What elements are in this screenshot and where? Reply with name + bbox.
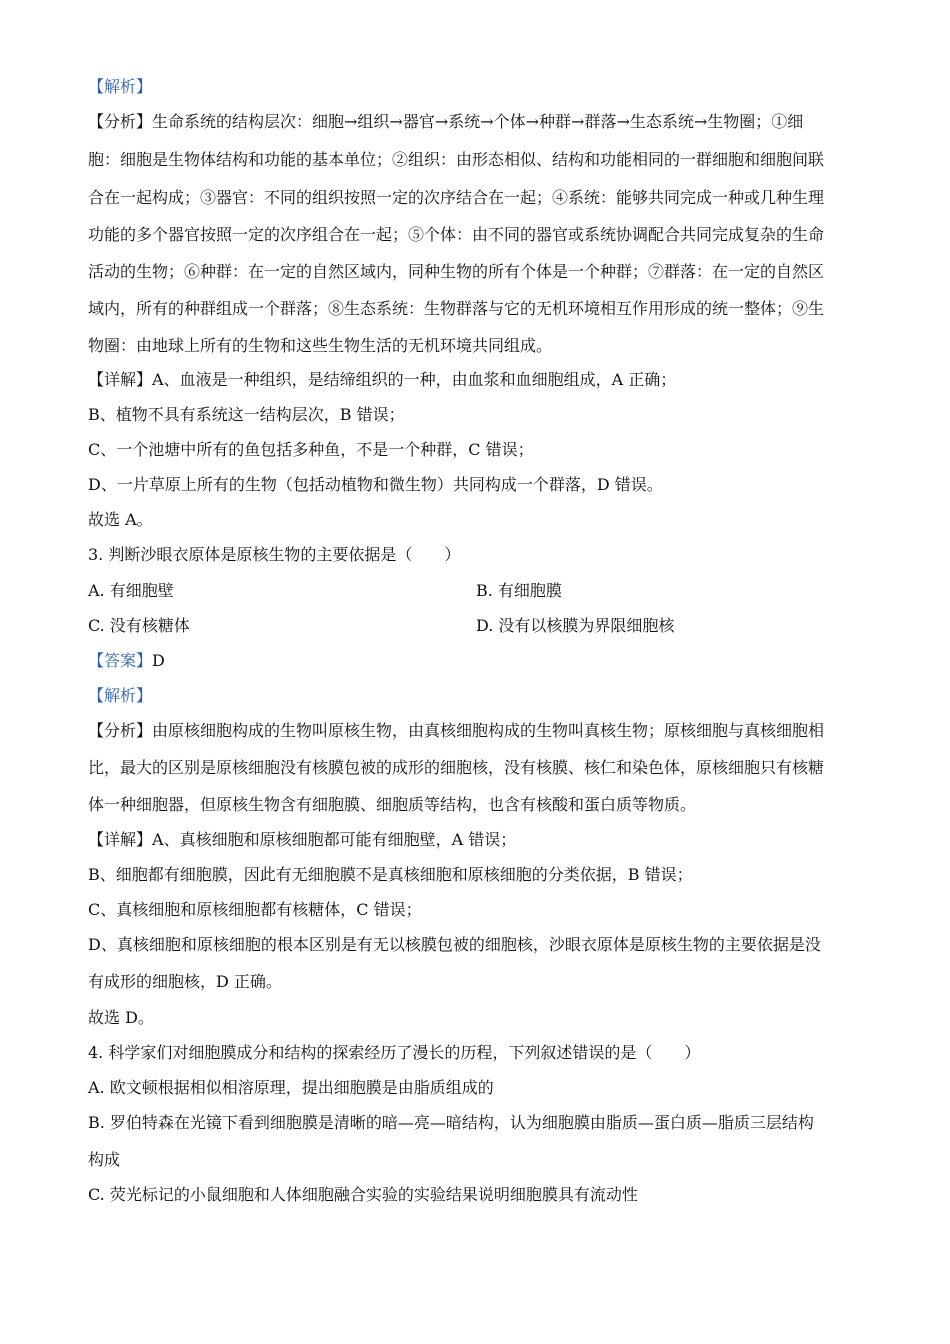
q2-fenxi-label: 【分析】: [88, 112, 153, 131]
q2-fenxi-line-1: 【分析】生命系统的结构层次：细胞→组织→器官→系统→个体→种群→群落→生态系统→生物圈；①细: [88, 112, 804, 131]
q4-option-b: B. 罗伯特森在光镜下看到细胞膜是清晰的暗—亮—暗结构，认为细胞膜由脂质—蛋白质—脂质三层结构: [88, 1113, 814, 1132]
q3-options-row-2: [88, 616, 868, 636]
q3-fenxi-label: 【分析】: [88, 721, 153, 740]
q4-option-b-cont: 构成: [88, 1150, 121, 1169]
q3-option-d: D. 没有以核膜为界限细胞核: [476, 616, 675, 635]
q2-fenxi-line-6: 域内，所有的种群组成一个群落；⑧生态系统：生物群落与它的无机环境相互作用形成的统一整体；⑨生: [88, 299, 825, 318]
q3-xiangjie-line-4: D、真核细胞和原核细胞的根本区别是有无以核膜包被的细胞核，沙眼衣原体是原核生物的主要依据是没: [88, 935, 821, 954]
q2-jiexi-label: 【解析】: [88, 77, 153, 96]
q4-option-a: A. 欧文顿根据相似相溶原理，提出细胞膜是由脂质组成的: [88, 1078, 494, 1097]
q2-fenxi-line-2: 胞：细胞是生物体结构和功能的基本单位；②组织：由形态相似、结构和功能相同的一群细胞和细胞间联: [88, 150, 825, 169]
q4-stem: 4. 科学家们对细胞膜成分和结构的探索经历了漫长的历程，下列叙述错误的是（ ）: [88, 1043, 701, 1062]
q2-fenxi-line-7: 物圈：由地球上所有的生物和这些生物生活的无机环境共同组成。: [88, 336, 553, 355]
q2-fenxi-line-5: 活动的生物；⑥种群：在一定的自然区域内，同种生物的所有个体是一个种群；⑦群落：在一定的自然区: [88, 262, 825, 281]
q3-fenxi-line-1: 【分析】由原核细胞构成的生物叫原核生物，由真核细胞构成的生物叫真核生物；原核细胞与真核细胞相: [88, 721, 825, 740]
q3-xiangjie-line-1: 【详解】A、真核细胞和原核细胞都可能有细胞壁，A 错误；: [88, 830, 517, 849]
q3-fenxi-line-2: 比，最大的区别是原核细胞没有核膜包被的成形的细胞核，没有核膜、核仁和染色体，原核细胞只有核糖: [88, 758, 825, 777]
q2-xiangjie-line-1: 【详解】A、血液是一种组织，是结缔组织的一种，由血浆和血细胞组成，A 正确；: [88, 370, 677, 389]
q3-answer: [88, 651, 868, 671]
q3-xiangjie-line-3: C、真核细胞和原核细胞都有核糖体，C 错误；: [88, 900, 422, 919]
q2-xiangjie-label: 【详解】: [88, 370, 153, 389]
q3-options-row-1: [88, 581, 868, 601]
q3-stem: 3. 判断沙眼衣原体是原核生物的主要依据是（ ）: [88, 545, 461, 564]
q3-option-c: C. 没有核糖体: [88, 616, 190, 635]
q3-option-a: A. 有细胞壁: [88, 581, 174, 600]
q3-jiexi-label: 【解析】: [88, 686, 153, 705]
q2-xiangjie-line-4: D、一片草原上所有的生物（包括动植物和微生物）共同构成一个群落，D 错误。: [88, 475, 663, 494]
q2-fenxi-line-3: 合在一起构成；③器官：不同的组织按照一定的次序结合在一起；④系统：能够共同完成一种或几种生理: [88, 188, 825, 207]
q3-fenxi-line-3: 体一种细胞器，但原核生物含有细胞膜、细胞质等结构，也含有核酸和蛋白质等物质。: [88, 795, 697, 814]
q2-xiangjie-line-2: B、植物不具有系统这一结构层次，B 错误；: [88, 405, 405, 424]
q2-conclusion: 故选 A。: [88, 510, 153, 529]
q3-conclusion: 故选 D。: [88, 1008, 154, 1027]
q3-answer-label: 【答案】: [88, 651, 153, 670]
q2-fenxi-line-4: 功能的多个器官按照一定的次序组合在一起；⑤个体：由不同的器官或系统协调配合共同完成复杂的生命: [88, 225, 825, 244]
q3-xiangjie-label: 【详解】: [88, 830, 153, 849]
q3-answer-value: D: [152, 651, 165, 670]
q3-option-b: B. 有细胞膜: [476, 581, 562, 600]
q4-option-c: C. 荧光标记的小鼠细胞和人体细胞融合实验的实验结果说明细胞膜具有流动性: [88, 1185, 638, 1204]
q3-xiangjie-line-2: B、细胞都有细胞膜，因此有无细胞膜不是真核细胞和原核细胞的分类依据，B 错误；: [88, 865, 693, 884]
q3-xiangjie-line-5: 有成形的细胞核，D 正确。: [88, 972, 282, 991]
q2-xiangjie-line-3: C、一个池塘中所有的鱼包括多种鱼，不是一个种群，C 错误；: [88, 440, 534, 459]
